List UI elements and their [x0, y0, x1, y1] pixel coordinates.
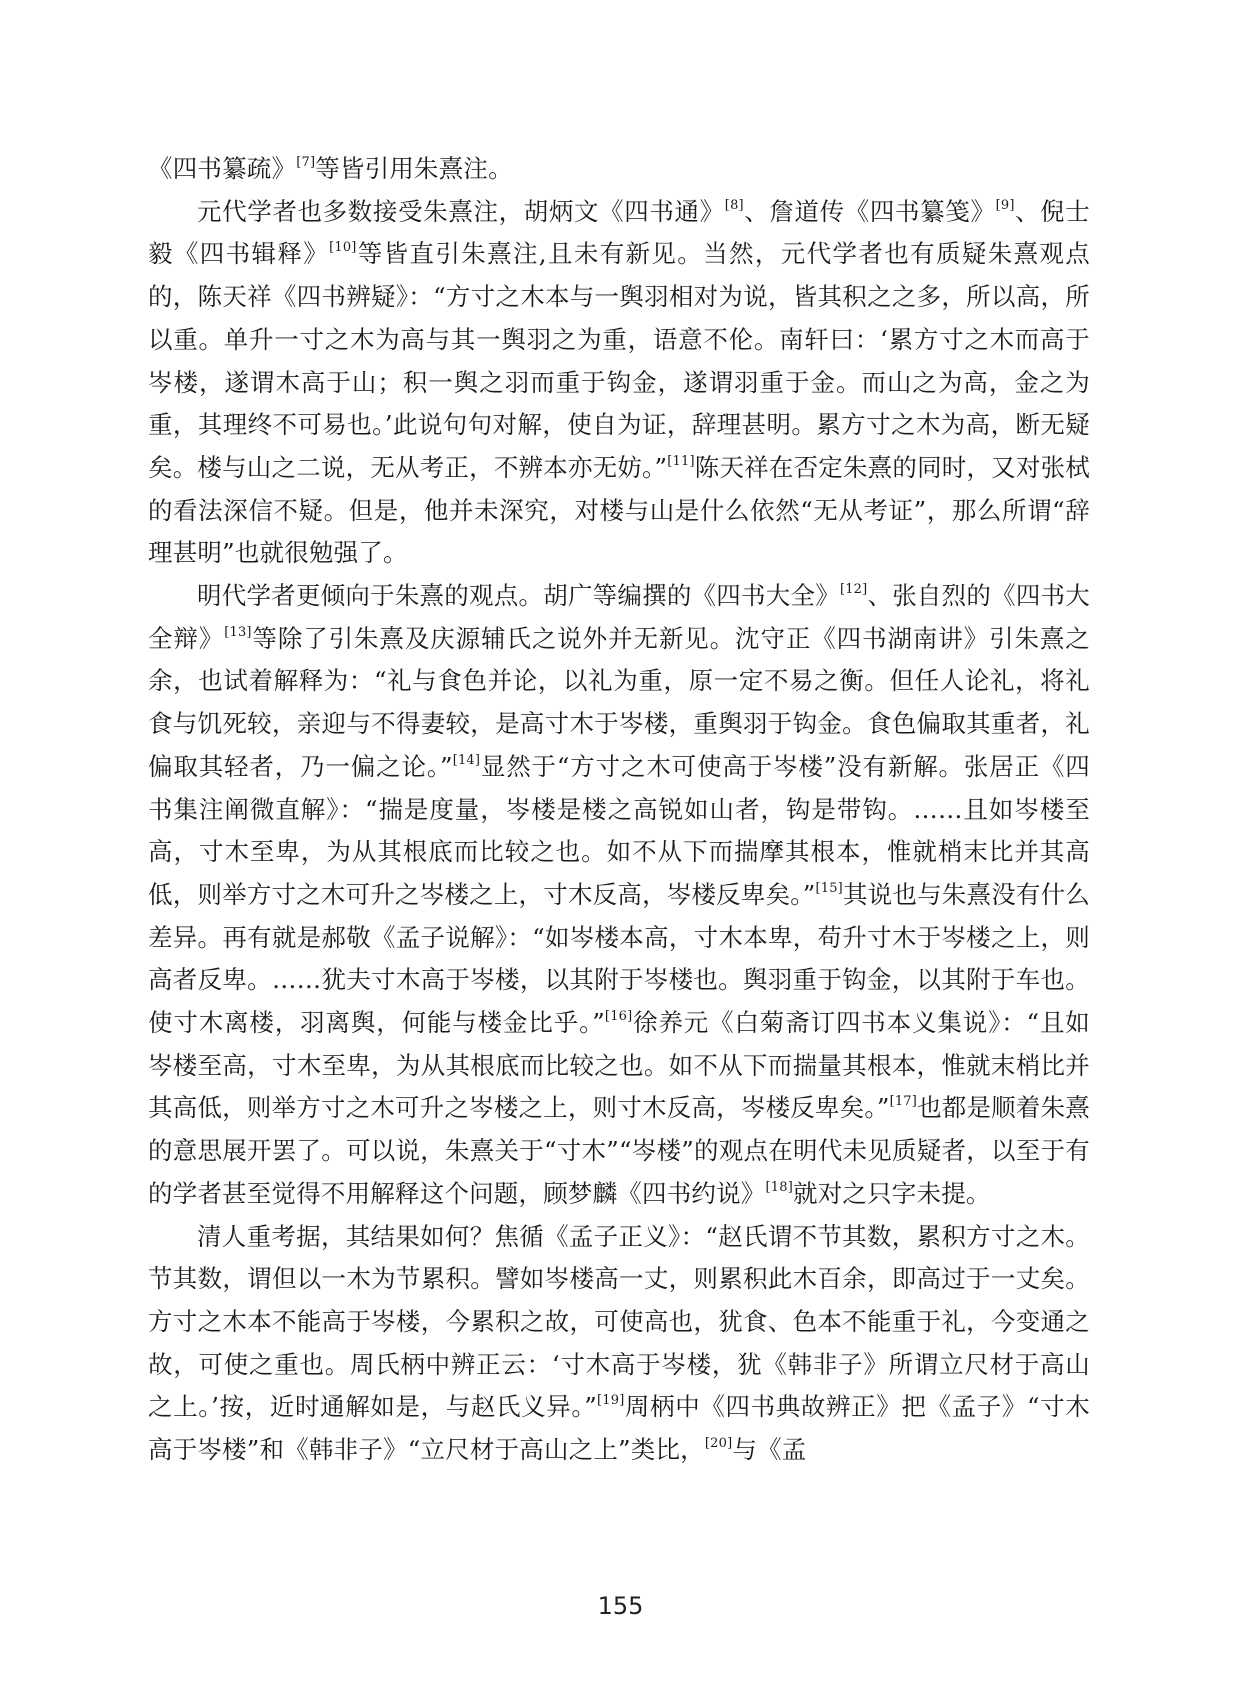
- text-segment: 元代学者也多数接受朱熹注，胡炳文《四书通》: [197, 196, 725, 226]
- text-segment: 徐养元《白菊斋订四书本义集说》：“且如岑楼至高，寸木至卑，为从其根底而比较之也。如不从下而揣量其根本，惟就末梢比并其高低，则举方寸之木可升之岑楼之上，则寸木反高，岑楼反卑矣。”: [148, 1008, 1090, 1123]
- paragraph: [148, 148, 1090, 191]
- text-segment: 周柄中《四书典故辨正》把《孟子》“寸木高于岑楼”和《韩非子》“立尺材于高山之上”类比，: [148, 1392, 1091, 1465]
- citation-marker: [17]: [889, 1094, 918, 1110]
- citation-marker: [12]: [839, 581, 868, 597]
- citation-marker: [11]: [667, 453, 695, 469]
- citation-marker: [8]: [724, 197, 744, 213]
- paragraph: [148, 191, 1090, 575]
- citation-marker: [15]: [815, 880, 843, 896]
- citation-marker: [16]: [604, 1008, 633, 1024]
- text-segment: 、詹道传《四书纂笺》: [743, 196, 996, 226]
- text-segment: 清人重考据，其结果如何？焦循《孟子正义》：“赵氏谓不节其数，累积方寸之木。节其数，谓但以一木为节累积。譬如岑楼高一丈，则累积此木百余，即高过于一丈矣。方寸之木本不能高于岑楼，今累积之故，可使高也，犹食、色本不能重于礼，今变通之故，可使之重也。周氏柄中辨正云：‘寸木高于岑楼，犹《韩非子》所谓立尺材于高山之上。’按，近时通解如是，与赵氏义异。”: [148, 1221, 1090, 1422]
- text-segment: 其说也与朱熹没有什么差异。再有就是郝敬《孟子说解》：“如岑楼本高，寸木本卑，苟升寸木于岑楼之上，则高者反卑。……犹夫寸木高于岑楼，以其附于岑楼也。舆羽重于钩金，以其附于车也。使寸木离楼，羽离舆，何能与楼金比乎。”: [148, 879, 1091, 1038]
- citation-marker: [9]: [995, 197, 1015, 213]
- paragraph: [148, 1216, 1090, 1472]
- text-segment: 就对之只字未提。: [793, 1178, 991, 1208]
- text-segment: 也都是顺着朱熹的意思展开罢了。可以说，朱熹关于“寸木”“岑楼”的观点在明代未见质疑者，以至于有的学者甚至觉得不用解释这个问题，顾梦麟《四书约说》: [148, 1093, 1090, 1208]
- text-segment: 等除了引朱熹及庆源辅氏之说外并无新见。沈守正《四书湖南讲》引朱熹之余，也试着解释为：“礼与食色并论，以礼为重，原一定不易之衡。但任人论礼，将礼食与饥死较，亲迎与不得妻较，是高寸木于岑楼，重舆羽于钩金。食色偏取其重者，礼偏取其轻者，乃一偏之论。”: [148, 623, 1090, 781]
- citation-marker: [7]: [296, 154, 316, 170]
- text-segment: 等皆直引朱熹注,且未有新见。当然，元代学者也有质疑朱熹观点的，陈天祥《四书辨疑》：“方寸之木本与一舆羽相对为说，皆其积之之多，所以高，所以重。单升一寸之木为高与其一舆羽之为重，语意不伦。南轩曰：‘累方寸之木而高于岑楼，遂谓木高于山；积一舆之羽而重于钩金，遂谓羽重于金。而山之为高，金之为重，其理终不可易也。’此说句句对解，使自为证，辞理甚明。累方寸之木为高，断无疑矣。楼与山之二说，无从考正，不辨本亦无妨。”: [148, 239, 1090, 482]
- paragraph: [148, 575, 1090, 1216]
- citation-marker: [20]: [704, 1435, 733, 1451]
- citation-marker: [10]: [329, 240, 357, 256]
- citation-marker: [13]: [224, 624, 252, 640]
- text-segment: 《四书纂疏》: [148, 154, 297, 183]
- page-number: 155: [597, 1592, 644, 1620]
- text-segment: 显然于“方寸之木可使高于岑楼”没有新解。张居正《四书集注阐微直解》：“揣是度量，岑楼是楼之高锐如山者，钩是带钩。……且如岑楼至高，寸木至卑，为从其根底而比较之也。如不从下而揣摩其根本，惟就梢末比并其高低，则举方寸之木可升之岑楼之上，寸木反高，岑楼反卑矣。”: [148, 751, 1090, 909]
- citation-marker: [19]: [597, 1393, 625, 1409]
- citation-marker: [14]: [452, 752, 481, 768]
- citation-marker: [18]: [765, 1179, 793, 1195]
- text-segment: 、倪士毅《四书辑释》: [148, 196, 1090, 269]
- text-segment: 明代学者更倾向于朱熹的观点。胡广等编撰的《四书大全》: [197, 581, 840, 611]
- text-segment: 陈天祥在否定朱熹的同时，又对张栻的看法深信不疑。但是，他并未深究，对楼与山是什么依然“无从考证”，那么所谓“辞理甚明”也就很勉强了。: [148, 452, 1090, 568]
- text-segment: 、张自烈的《四书大全辩》: [148, 581, 1090, 653]
- text-segment: 等皆引用朱熹注。: [315, 154, 513, 183]
- page-body: [148, 148, 1090, 1472]
- text-segment: 与《孟: [732, 1435, 807, 1465]
